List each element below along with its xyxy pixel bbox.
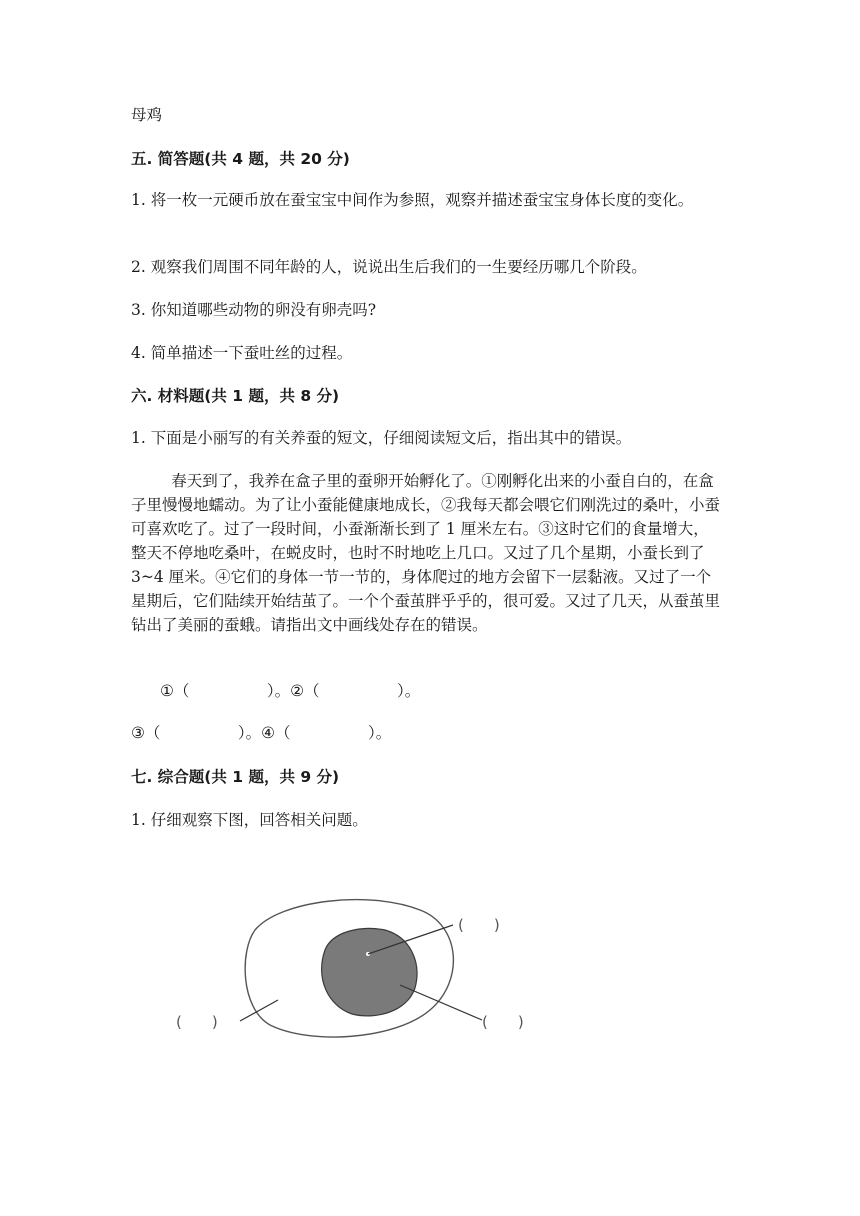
section7-question: 1. 仔细观察下图，回答相关问题。 (131, 811, 368, 829)
leader-line-left (240, 1000, 278, 1021)
egg-diagram (160, 880, 580, 1060)
section6-title: 六. 材料题(共 1 题，共 8 分) (131, 387, 340, 405)
answer-line-2: ③（ ）。④（ ）。 (131, 724, 392, 742)
section5-title: 五. 简答题(共 4 题，共 20 分) (131, 150, 350, 168)
section6-passage: 春天到了，我养在盒子里的蚕卵开始孵化了。①刚孵化出来的小蚕自白的，在盒子里慢慢地蠕动。为了让小蚕能健康地成长，②我每天都会喂它们刚洗过的桑叶，小蚕可喜欢吃了。过了一段时间，小蚕渐渐长到了 1 厘米左右。③这时它们的食量增大，整天不停地吃桑叶，在蜕皮时，也时不时地吃上几口。又过了几个星期，小蚕长到了 3~4 厘米。④它们的身体一节一节的，身体爬过的地方会留下一层黏液。又过了一个星期后，它们陆续开始结茧了。一个个蚕茧胖乎乎的，很可爱。又过了几天，从蚕茧里钻出了美丽的蚕蛾。请指出文中画线处存在的错误。 (131, 472, 721, 634)
section5-question-2: 2. 观察我们周围不同年龄的人，说说出生后我们的一生要经历哪几个阶段。 (131, 258, 647, 276)
label-bottom-right: ( ) (482, 1013, 524, 1031)
section6-question: 1. 下面是小丽写的有关养蚕的短文，仔细阅读短文后，指出其中的错误。 (131, 429, 632, 447)
label-top-right: ( ) (458, 916, 500, 934)
label-left: ( ) (176, 1013, 218, 1031)
leader-line-bottom-right (400, 985, 482, 1020)
top-fragment: 母鸡 (131, 106, 163, 124)
section7-title: 七. 综合题(共 1 题，共 9 分) (131, 768, 340, 786)
answer-line-1: ①（ ）。②（ ）。 (160, 682, 421, 700)
section5-question-3: 3. 你知道哪些动物的卵没有卵壳吗? (131, 301, 377, 319)
section5-question-4: 4. 简单描述一下蚕吐丝的过程。 (131, 344, 353, 362)
section5-question-1: 1. 将一枚一元硬币放在蚕宝宝中间作为参照，观察并描述蚕宝宝身体长度的变化。 (131, 191, 694, 209)
